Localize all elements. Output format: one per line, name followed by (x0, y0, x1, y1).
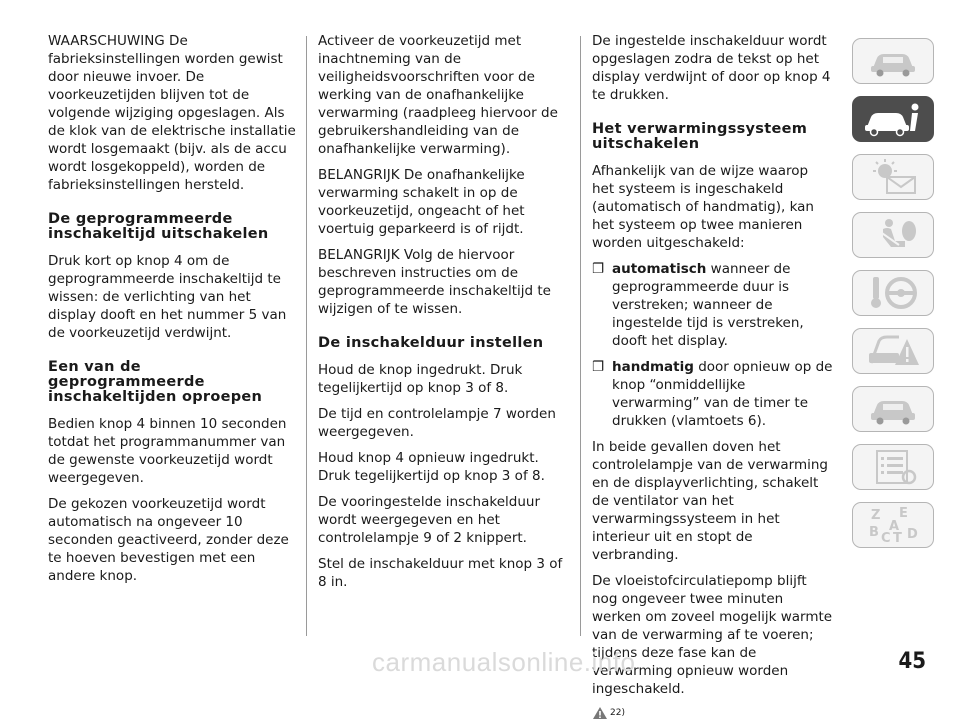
section-heading-recall-time: Een van de geprogrammeerde inschakeltijden oproepen (48, 359, 263, 405)
tab-emergency[interactable] (852, 328, 934, 374)
text-column-3 (592, 32, 834, 720)
warning-paragraph: WAARSCHUWING De fabrieksinstellingen worden gewist door nieuwe invoer. De voorkeuzetijden blijven tot de volgende wijziging opgeslagen. Als de klok van de elektrische installatie wordt losgemaakt (bijv. als de accu wordt losgekoppeld), worden de fabrieksinstellingen hersteld. (48, 33, 296, 193)
svg-text:C: C (881, 531, 891, 544)
paragraph: Houd knop 4 opnieuw ingedrukt. Druk tegelijkertijd op knop 3 of 8. (318, 450, 545, 484)
column-divider (580, 36, 581, 636)
car-info-icon (863, 101, 923, 137)
paragraph: Afhankelijk van de wijze waarop het systeem is ingeschakeld (automatisch of handmatig), kan het systeem op twee manieren worden uitgeschakeld: (592, 163, 814, 251)
warning-reference-number: 22) (610, 708, 625, 718)
paragraph: De tijd en controlelampje 7 worden weergegeven. (318, 406, 556, 440)
paragraph: In beide gevallen doven het controlelampje van de verwarming en de displayverlichting, schakelt de ventilator van het verwarmingssysteem in het interieur uit en stopt de verbranding. (592, 439, 828, 563)
paragraph: Activeer de voorkeuzetijd met inachtneming van de veiligheidsvoorschriften voor de werking van de onafhankelijke verwarming (raadpleeg hiervoor de gebruikershandleiding van de onafhankelijke verwarming). (318, 33, 558, 157)
tab-dashboard[interactable] (852, 38, 934, 84)
page-number: 45 (898, 649, 926, 674)
column-divider (306, 36, 307, 636)
road-warning-icon (865, 333, 921, 369)
svg-text:E: E (899, 506, 908, 521)
svg-text:T: T (893, 531, 902, 544)
checkbox-bullet-icon: ❐ (592, 359, 605, 375)
section-heading-disable-time: De geprogrammeerde inschakeltijd uitschakelen (48, 211, 269, 242)
tab-specifications[interactable] (852, 444, 934, 490)
paragraph: Houd de knop ingedrukt. Druk tegelijkertijd op knop 3 of 8. (318, 362, 523, 396)
list-item (592, 358, 834, 430)
alphabet-index-icon (865, 506, 921, 544)
tab-starting-driving[interactable] (852, 270, 934, 316)
bullet-text: door opnieuw op de knop “onmiddellijke verwarming” van de timer te drukken (vlamtoets 6). (612, 359, 833, 429)
warning-light-mail-icon (865, 159, 921, 195)
key-steering-wheel-icon (865, 275, 921, 311)
car-maintenance-icon (865, 391, 921, 427)
svg-text:D: D (907, 527, 918, 542)
text-column-2 (318, 32, 568, 599)
paragraph: Druk kort op knop 4 om de geprogrammeerde inschakeltijd te wissen: de verlichting van het display dooft en het nummer 5 van de voorkeuzetijd verdwijnt. (48, 253, 287, 341)
warning-reference (592, 706, 834, 720)
paragraph: De vooringestelde inschakelduur wordt weergegeven en het controlelampje 9 of 2 knippert. (318, 494, 540, 546)
bullet-term: automatisch (612, 261, 707, 277)
checkbox-bullet-icon: ❐ (592, 261, 605, 277)
section-heading-set-duration: De inschakelduur instellen (318, 335, 544, 351)
paragraph: De vloeistofcirculatiepomp blijft nog ongeveer twee minuten werken om zoveel mogelijk warmte van de verwarming af te voeren; tijdens deze fase kan de verwarming opnieuw worden ingeschakeld. (592, 573, 833, 697)
bullet-term: handmatig (612, 359, 694, 375)
specifications-list-icon (865, 449, 921, 485)
tab-safety[interactable] (852, 212, 934, 258)
warning-triangle-icon (592, 706, 608, 720)
paragraph: Bedien knop 4 binnen 10 seconden totdat het programmanummer van de gewenste voorkeuzetijd wordt weergegeven. (48, 416, 287, 486)
svg-text:Z: Z (871, 508, 881, 523)
paragraph: BELANGRIJK Volg de hiervoor beschreven instructies om de geprogrammeerde inschakeltijd te wijzigen of te wissen. (318, 247, 551, 317)
seat-airbag-icon (865, 217, 921, 253)
paragraph: De gekozen voorkeuzetijd wordt automatisch na ongeveer 10 seconden geactiveerd, zonder deze te hoeven bevestigen met een andere knop. (48, 496, 289, 584)
watermark: carmanualsonline.info (372, 647, 636, 677)
tab-warning-lights[interactable] (852, 154, 934, 200)
tab-maintenance[interactable] (852, 386, 934, 432)
list-item (592, 260, 834, 350)
svg-text:A: A (889, 519, 900, 534)
paragraph: Stel de inschakelduur met knop 3 of 8 in. (318, 556, 563, 590)
tab-car-info[interactable] (852, 96, 934, 142)
section-heading-switch-off: Het verwarmingssysteem uitschakelen (592, 121, 808, 152)
svg-text:B: B (869, 525, 879, 540)
paragraph: BELANGRIJK De onafhankelijke verwarming schakelt in op de voorkeuzetijd, ongeacht of het voertuig geparkeerd is of rijdt. (318, 167, 525, 237)
tab-index[interactable] (852, 502, 934, 548)
car-dashboard-icon (867, 44, 919, 78)
chapter-tabs (852, 38, 934, 560)
text-column-1 (48, 32, 298, 593)
bullet-text: wanneer de geprogrammeerde duur is verstreken; wanneer de ingestelde tijd is verstreken, dooft het display. (612, 261, 804, 349)
paragraph: De ingestelde inschakelduur wordt opgeslagen zodra de tekst op het display verdwijnt of door op knop 4 te drukken. (592, 33, 831, 103)
